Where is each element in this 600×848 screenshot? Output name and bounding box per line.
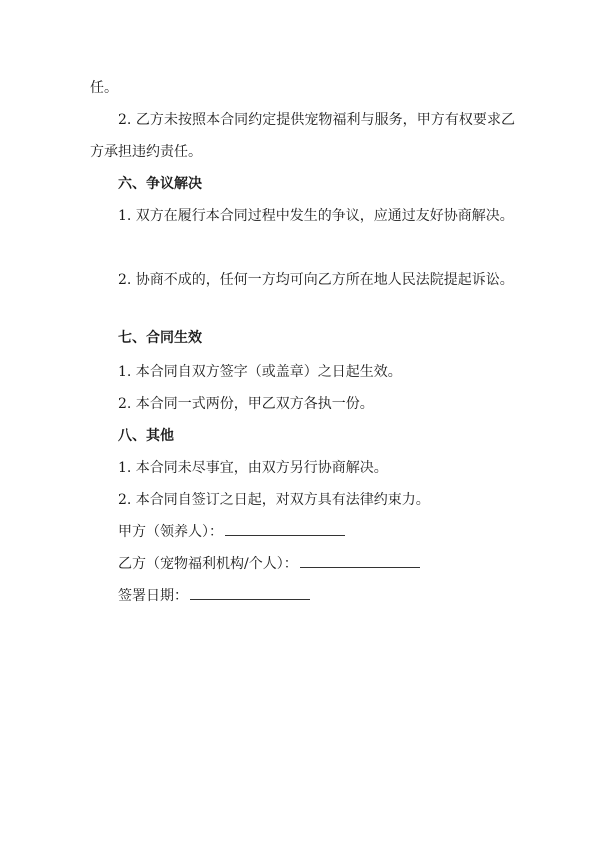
section8-heading: 八、其他 (118, 428, 174, 444)
section7-heading: 七、合同生效 (118, 330, 202, 346)
section6-heading: 六、争议解决 (118, 176, 202, 192)
date-signature-line (190, 585, 310, 600)
party-b-signature-line (300, 553, 420, 568)
date-label: 签署日期： (118, 588, 188, 604)
section8-item-2: 2. 本合同自签订之日起，对双方具有法律约束力。 (118, 492, 430, 508)
section6-item-1: 1. 双方在履行本合同过程中发生的争议，应通过友好协商解决。 (118, 208, 514, 224)
section5-item-2: 2. 乙方未按照本合同约定提供宠物福利与服务，甲方有权要求乙方承担违约责任。 (90, 112, 515, 160)
section8-item-1: 1. 本合同未尽事宜，由双方另行协商解决。 (118, 460, 388, 476)
section6-item-2: 2. 协商不成的，任何一方均可向乙方所在地人民法院提起诉讼。 (118, 272, 514, 288)
section7-item-2: 2. 本合同一式两份，甲乙双方各执一份。 (118, 396, 374, 412)
continuation-text: 任。 (90, 80, 118, 96)
signature-party-a (118, 516, 543, 548)
party-a-label: 甲方（领养人）： (118, 524, 223, 540)
party-b-label: 乙方（宠物福利机构/个人）： (118, 556, 298, 572)
section7-item-1: 1. 本合同自双方签字（或盖章）之日起生效。 (118, 364, 402, 380)
party-a-signature-line (225, 521, 345, 536)
signature-party-b (118, 548, 543, 580)
signature-date (118, 580, 543, 612)
